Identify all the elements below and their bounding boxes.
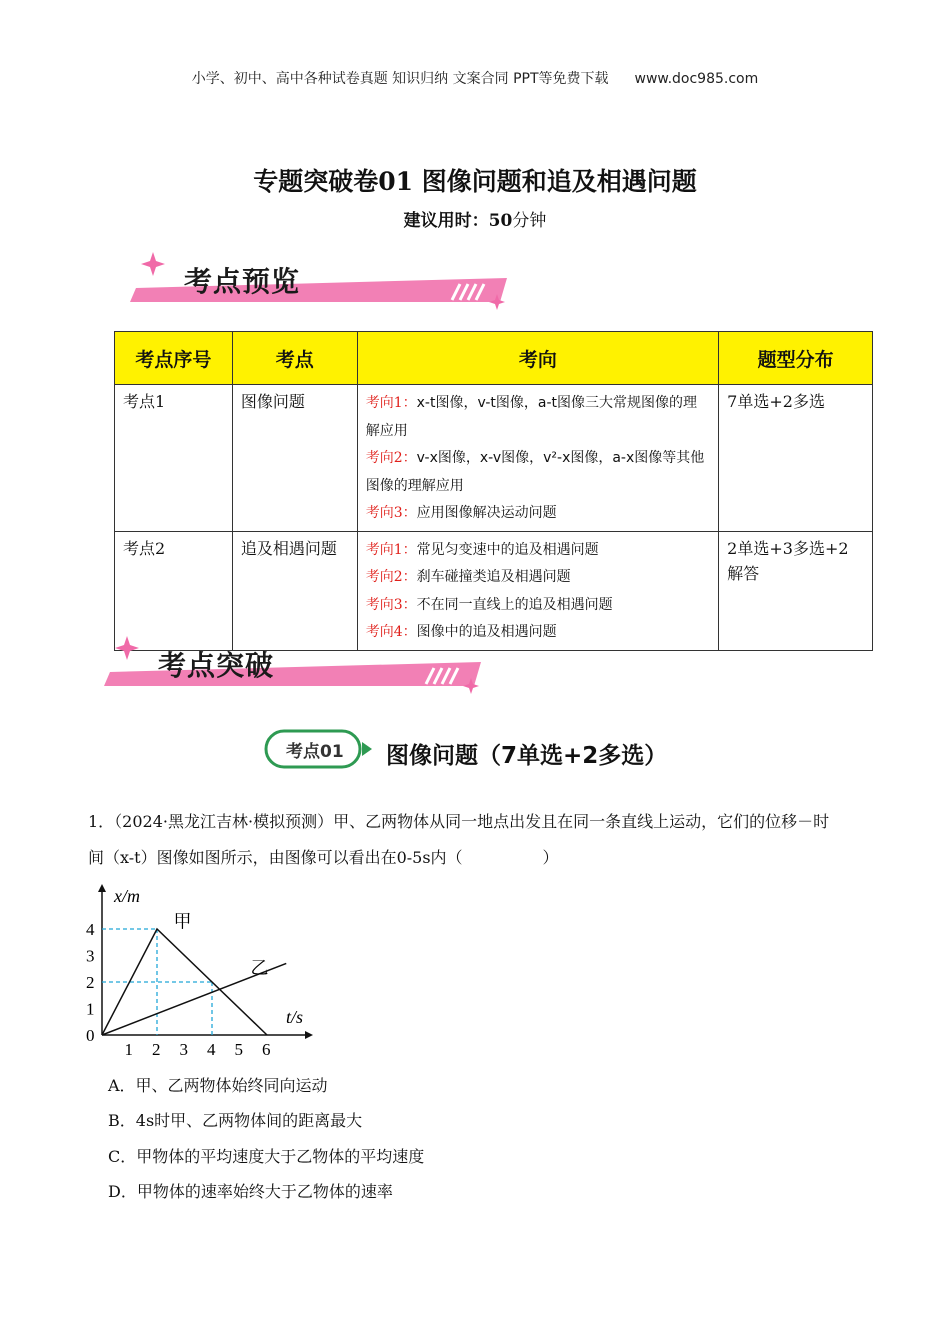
x-tick-label: 6: [262, 1040, 271, 1059]
topic-badge: [264, 728, 372, 770]
option-a[interactable]: A．甲、乙两物体始终同向运动: [108, 1076, 328, 1095]
direction-tag: 考向4：: [365, 624, 417, 640]
y-axis-arrow: [98, 884, 106, 892]
header-text: 小学、初中、高中各种试卷真题 知识归纳 文案合同 PPT等免费下载: [191, 71, 609, 87]
col-no: 考点序号: [115, 332, 233, 385]
row-topic: 图像问题: [232, 385, 357, 532]
section-heading: 图像问题（7单选+2多选）: [386, 743, 668, 769]
direction-text: v-x图像，x-v图像，v²-x图像，a-x图像等其他图像的理解应用: [365, 450, 705, 494]
direction-text: 常见匀变速中的追及相遇问题: [416, 541, 599, 558]
suggested-time-unit: 分钟: [512, 211, 547, 231]
direction-tag: 考向1：: [365, 395, 417, 411]
x-axis-arrow: [305, 1031, 313, 1039]
table-row: [115, 385, 873, 532]
option-d[interactable]: D．甲物体的速率始终大于乙物体的速率: [108, 1182, 393, 1201]
xt-graph: [80, 880, 340, 1062]
y-axis-label: x/m: [114, 886, 140, 906]
badge-label: 考点01: [286, 742, 344, 762]
option-c[interactable]: C．甲物体的平均速度大于乙物体的平均速度: [108, 1147, 425, 1166]
col-direction: 考向: [357, 332, 718, 385]
y-tick-label: 2: [86, 973, 95, 992]
direction-text: 应用图像解决运动问题: [416, 505, 557, 521]
page-title: 专题突破卷01 图像问题和追及相遇问题: [253, 167, 697, 196]
row-directions: [357, 385, 718, 532]
option-b[interactable]: B．4s时甲、乙两物体间的距离最大: [108, 1111, 363, 1130]
x-tick-label: 1: [124, 1040, 133, 1059]
col-distribution: 题型分布: [719, 332, 873, 385]
banner-preview: [122, 248, 517, 314]
x-tick-label: 3: [179, 1040, 188, 1059]
row-distribution: 2单选+3多选+2解答: [719, 531, 873, 650]
topic-table-header: [115, 332, 873, 385]
banner-breakthrough: [96, 632, 491, 698]
series-label: 乙: [250, 958, 269, 980]
x-tick-label: 4: [207, 1040, 216, 1059]
row-no: 考点2: [115, 531, 233, 650]
suggested-time-label: 建议用时：: [403, 211, 489, 231]
banner-breakthrough-title: 考点突破: [158, 649, 275, 682]
suggested-time: [0, 206, 950, 231]
direction-tag: 考向1：: [365, 541, 417, 558]
x-tick-label: 2: [152, 1040, 161, 1059]
question-1-line-2: 间（x-t）图像如图所示，由图像可以看出在0-5s内（ ）: [88, 848, 559, 867]
col-topic: 考点: [232, 332, 357, 385]
direction-tag: 考向3：: [365, 505, 417, 521]
suggested-time-value: 50: [488, 211, 513, 231]
question-1-line-1: 1．（2024·黑龙江吉林·模拟预测）甲、乙两物体从同一地点出发且在同一条直线上运动，它们的位移－时: [88, 812, 830, 831]
row-no: 考点1: [115, 385, 233, 532]
row-distribution: 7单选+2多选: [719, 385, 873, 532]
y-tick-label: 4: [86, 920, 95, 939]
series-label: 甲: [173, 911, 192, 933]
topic-table: [114, 331, 873, 651]
x-axis-label: t/s: [286, 1007, 304, 1027]
direction-tag: 考向2：: [365, 450, 417, 466]
banner-preview-title: 考点预览: [184, 265, 301, 298]
banner-decoration: [122, 248, 517, 314]
direction-text: 刹车碰撞类追及相遇问题: [416, 569, 571, 585]
page-header: [0, 68, 950, 88]
direction-text: 不在同一直线上的追及相遇问题: [416, 596, 613, 613]
x-tick-label: 5: [234, 1040, 243, 1059]
y-tick-label: 3: [86, 946, 95, 966]
origin-label: 0: [86, 1026, 95, 1045]
direction-tag: 考向3：: [365, 596, 417, 613]
header-site[interactable]: www.doc985.com: [634, 71, 759, 87]
row-topic: 追及相遇问题: [232, 531, 357, 650]
direction-tag: 考向2：: [365, 569, 417, 585]
direction-text: x-t图像，v-t图像，a-t图像三大常规图像的理解应用: [365, 395, 698, 439]
direction-text: 图像中的追及相遇问题: [416, 624, 557, 640]
y-tick-label: 1: [86, 999, 95, 1019]
banner-decoration: [96, 632, 491, 698]
